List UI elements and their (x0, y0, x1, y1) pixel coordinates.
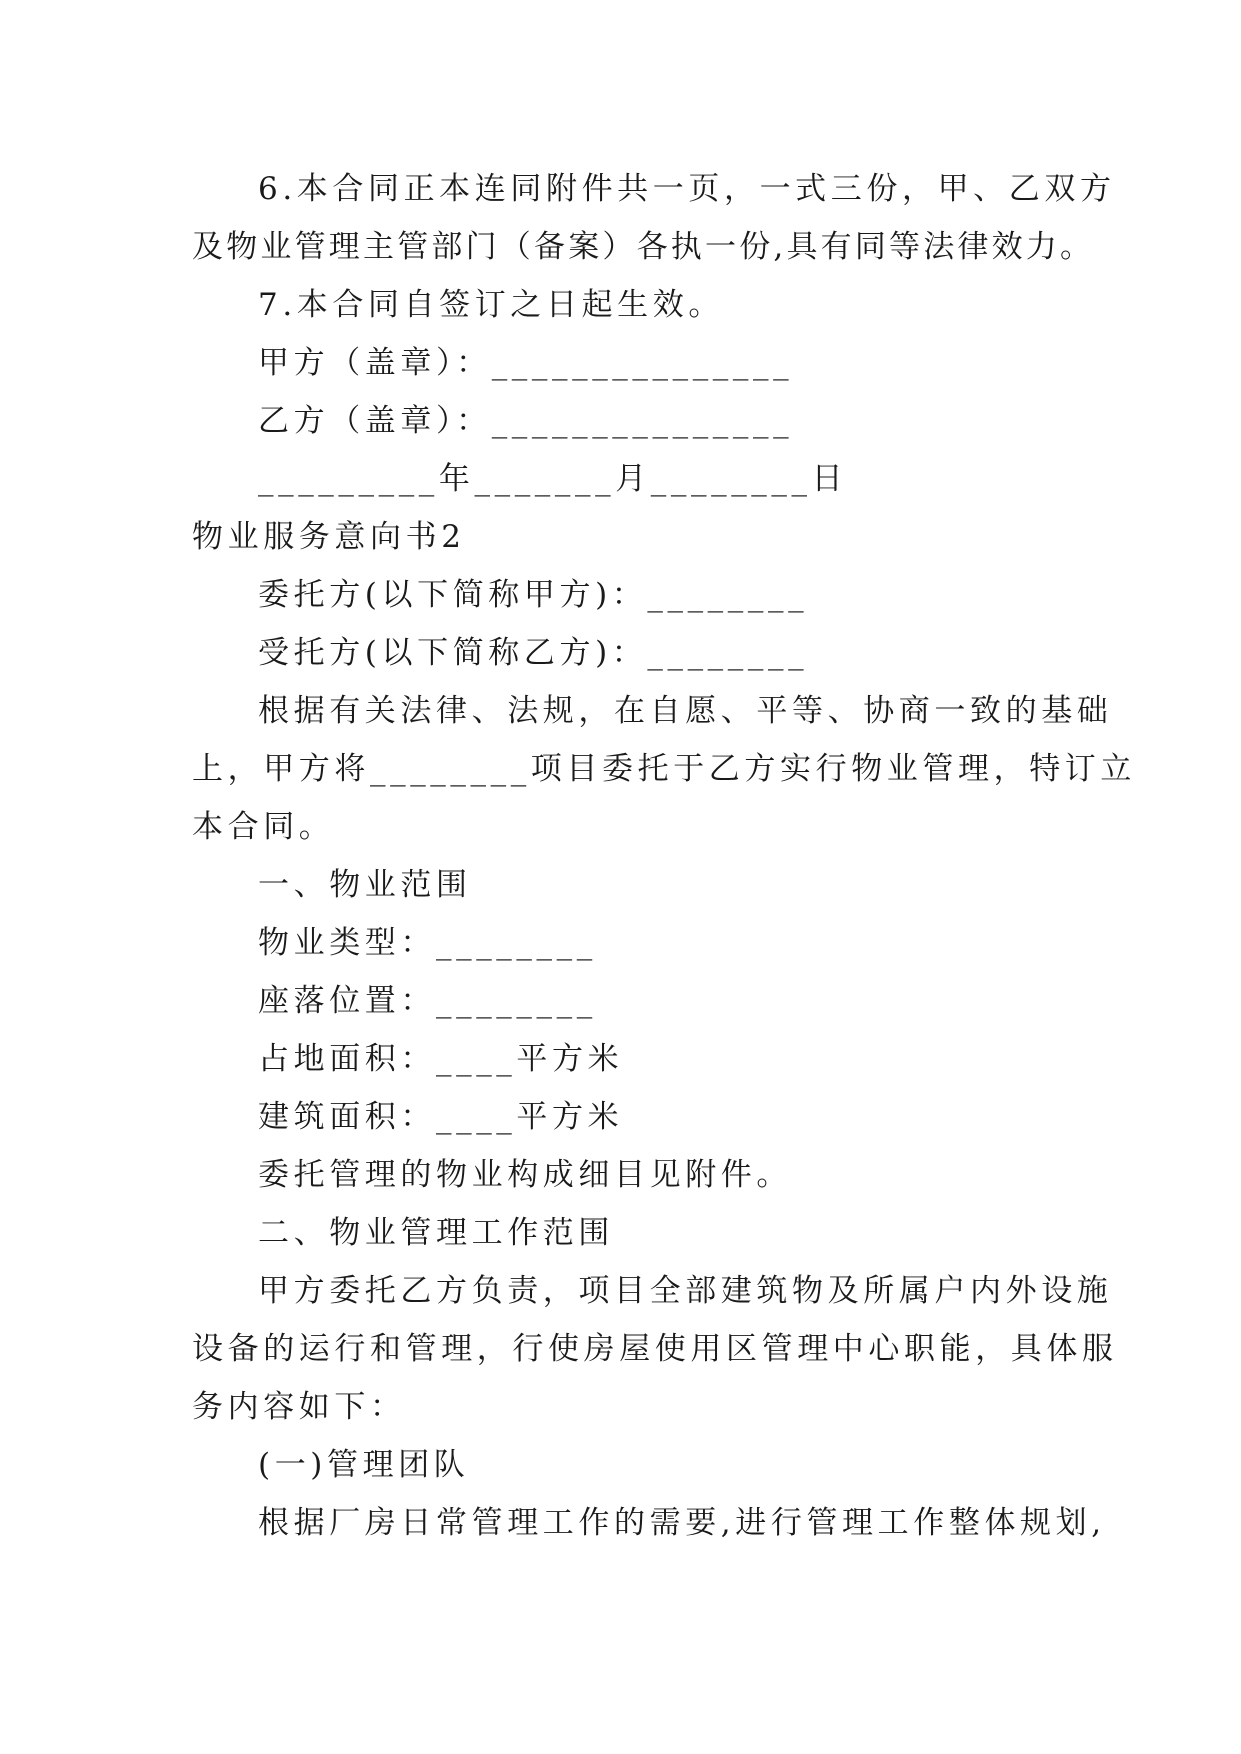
section-2-title: 二、物业管理工作范围 (258, 1215, 614, 1251)
clause-6-line-1: 6.本合同正本连同附件共一页，一式三份，甲、乙双方 (258, 171, 1116, 207)
scope-line-3: 务内容如下： (192, 1389, 406, 1425)
scope-line-1: 甲方委托乙方负责，项目全部建筑物及所属户内外设施 (258, 1273, 1113, 1309)
section-1-title: 一、物业范围 (258, 867, 472, 903)
property-type: 物业类型：________ (258, 925, 597, 961)
land-area: 占地面积：____平方米 (258, 1041, 624, 1077)
party-a-signature: 甲方（盖章）：_______________ (258, 345, 794, 381)
basis-line-2: 上，甲方将________项目委托于乙方实行物业管理，特订立 (192, 751, 1136, 787)
subsection-1-title: (一)管理团队 (258, 1447, 470, 1483)
date-line: _________年_______月________日 (258, 461, 848, 497)
clause-6-line-2: 及物业管理主管部门（备案）各执一份,具有同等法律效力。 (192, 229, 1095, 265)
entrusting-party: 委托方(以下简称甲方)：________ (258, 577, 809, 613)
team-line-1: 根据厂房日常管理工作的需要,进行管理工作整体规划, (258, 1505, 1106, 1541)
document-page (192, 160, 1136, 1552)
basis-line-3: 本合同。 (192, 809, 335, 845)
scope-line-2: 设备的运行和管理，行使房屋使用区管理中心职能，具体服 (192, 1331, 1118, 1367)
basis-line-1: 根据有关法律、法规，在自愿、平等、协商一致的基础 (258, 693, 1113, 729)
clause-7: 7.本合同自签订之日起生效。 (258, 287, 724, 323)
party-b-signature: 乙方（盖章）：_______________ (258, 403, 794, 439)
building-area: 建筑面积：____平方米 (258, 1099, 624, 1135)
entrusted-party: 受托方(以下简称乙方)：________ (258, 635, 809, 671)
details-note: 委托管理的物业构成细目见附件。 (258, 1157, 792, 1193)
section-heading-2: 物业服务意向书2 (192, 519, 466, 555)
property-location: 座落位置：________ (258, 983, 597, 1019)
